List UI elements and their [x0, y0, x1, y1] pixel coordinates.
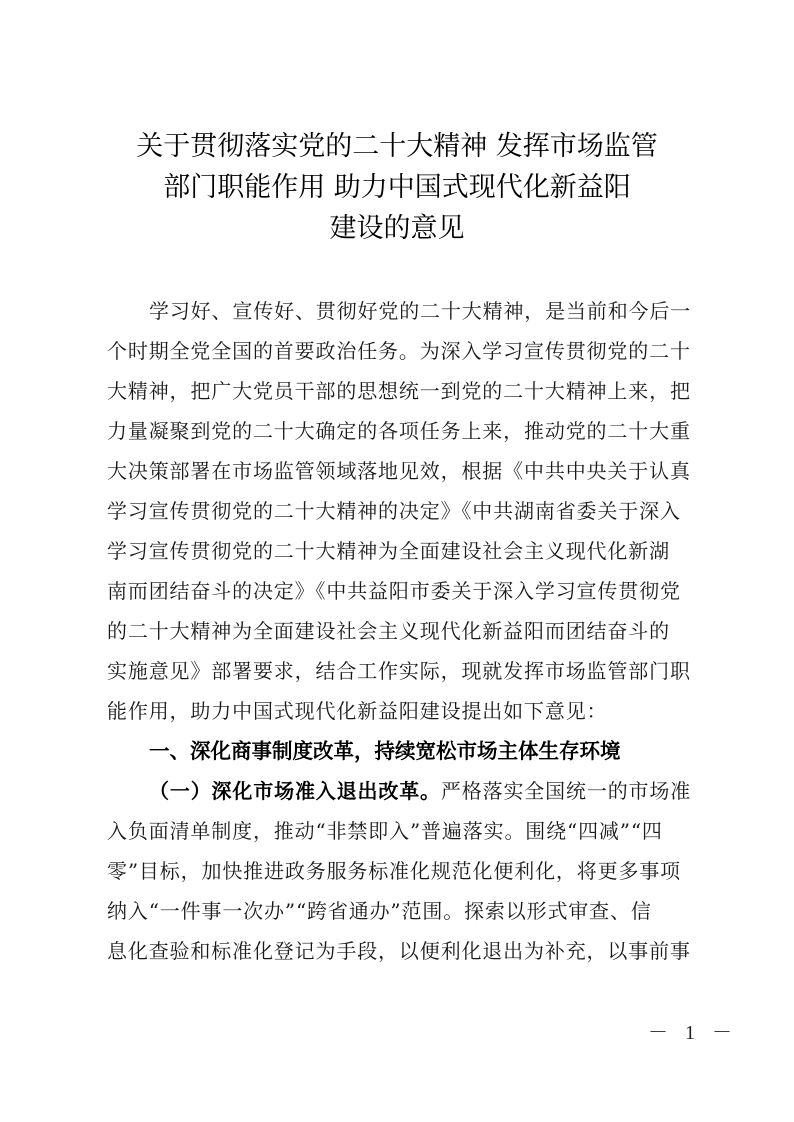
title-line: 关于贯彻落实党的二十大精神 发挥市场监管 — [136, 131, 658, 162]
paragraph-line: 学习宣传贯彻党的二十大精神为全面建设社会主义现代化新湖 — [107, 539, 670, 563]
paragraph-line: 学习好、宣传好、贯彻好党的二十大精神，是当前和今后一 — [149, 299, 692, 323]
title-line: 建设的意见 — [329, 213, 465, 244]
subsection-first-line — [107, 771, 691, 811]
subsection-text: 严格落实全国统一的市场准 — [440, 779, 692, 803]
paragraph-line: 实施意见》部署要求，结合工作实际，现就发挥市场监管部门职 — [107, 659, 691, 683]
subsection-lead: （一）深化市场准入退出改革。 — [149, 779, 441, 803]
page-number: － 1 － — [648, 1022, 738, 1044]
title-line: 部门职能作用 助力中国式现代化新益阳 — [163, 172, 631, 203]
paragraph-line: 入负面清单制度，推动“非禁即入”普遍落实。围绕“四减”“四 — [107, 819, 663, 843]
paragraph-line: 学习宣传贯彻党的二十大精神的决定》《中共湖南省委关于深入 — [107, 499, 681, 523]
paragraph-line: 零”目标，加快推进政务服务标准化规范化便利化，将更多事项 — [107, 859, 682, 883]
paragraph-line: 大精神，把广大党员干部的思想统一到党的二十大精神上来，把 — [107, 379, 691, 403]
paragraph-line: 的二十大精神为全面建设社会主义现代化新益阳而团结奋斗的 — [107, 619, 670, 643]
paragraph-line: 能作用，助力中国式现代化新益阳建设提出如下意见： — [107, 699, 608, 723]
paragraph-line: 纳入“一件事一次办”“跨省通办”范围。探索以形式审查、信 — [107, 899, 652, 923]
document-body — [107, 291, 691, 971]
paragraph-line: 力量凝聚到党的二十大确定的各项任务上来，推动党的二十大重 — [107, 419, 691, 443]
paragraph-line: 个时期全党全国的首要政治任务。为深入学习宣传贯彻党的二十 — [107, 339, 691, 363]
section-heading: 一、深化商事制度改革，持续宽松市场主体生存环境 — [149, 739, 621, 763]
paragraph-line: 大决策部署在市场监管领域落地见效，根据《中共中央关于认真 — [107, 459, 691, 483]
paragraph-line: 息化查验和标准化登记为手段，以便利化退出为补充，以事前事 — [107, 939, 691, 963]
paragraph-line: 南而团结奋斗的决定》《中共益阳市委关于深入学习宣传贯彻党 — [107, 579, 681, 603]
document-title — [60, 126, 734, 249]
